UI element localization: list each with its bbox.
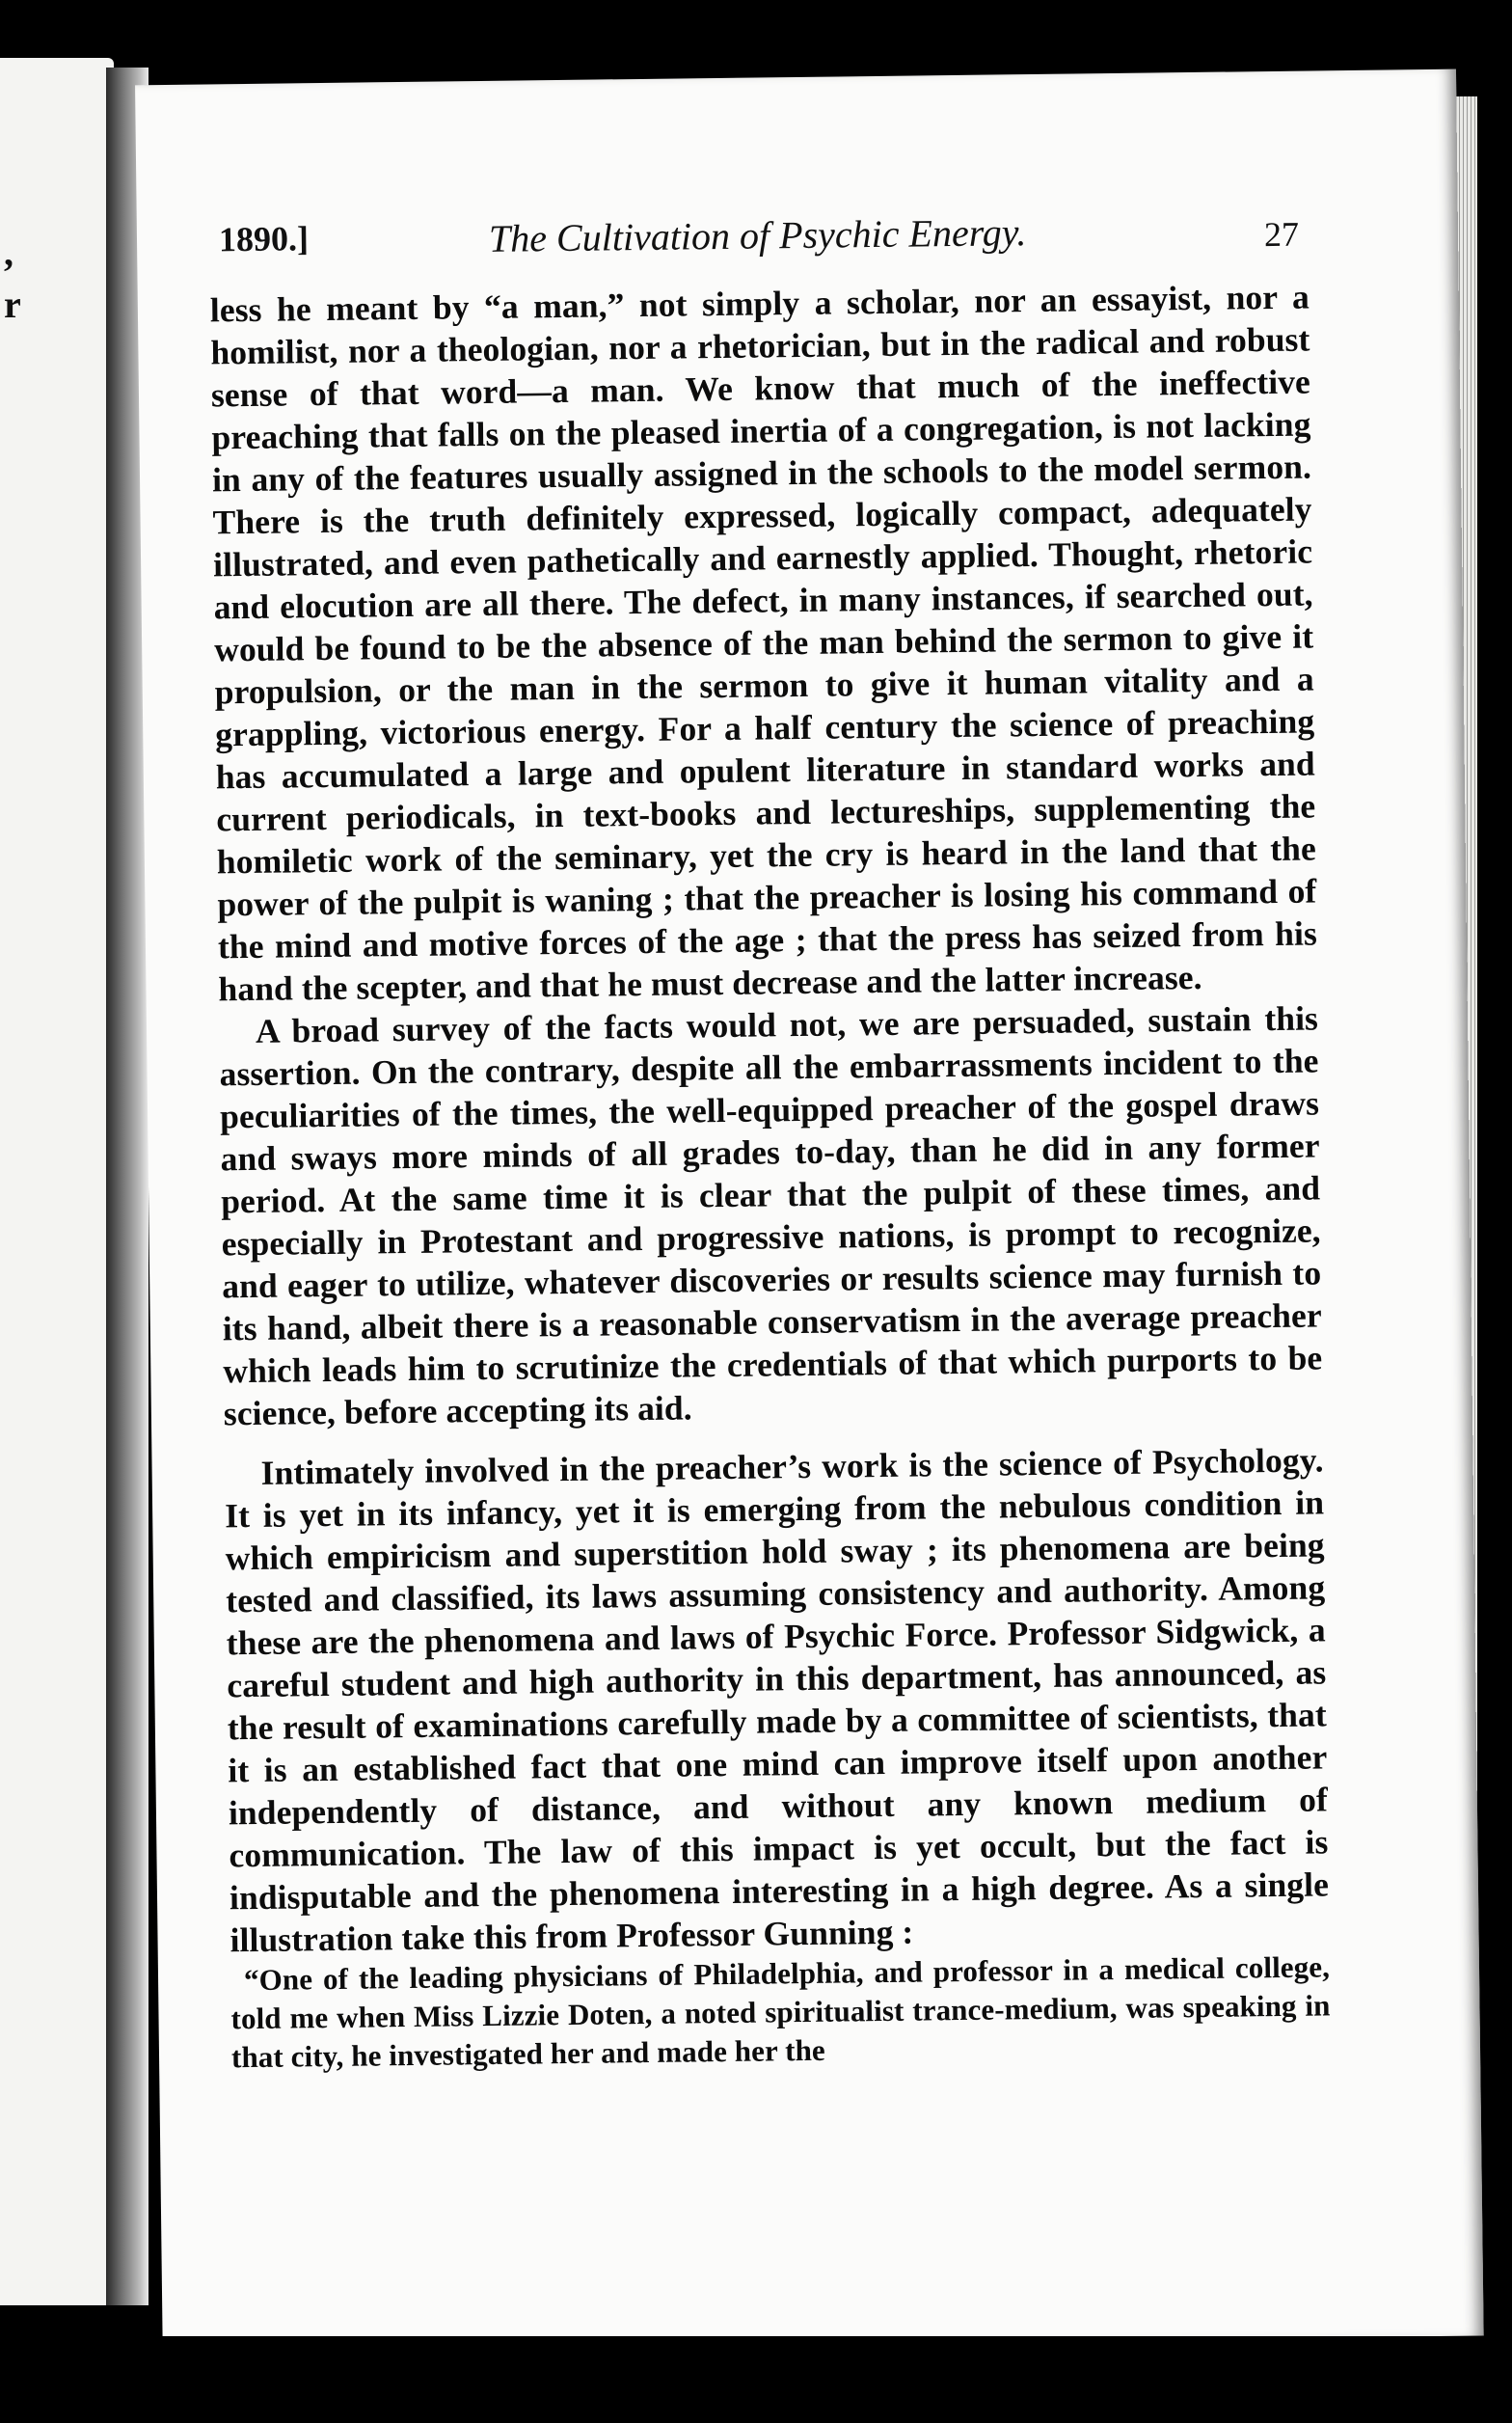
facing-page-fragment: r [4, 283, 21, 326]
paragraph: less he meant by “a man,” not simply a scholar, nor an essayist, nor a homilist, nor a theologian, nor a rhetorician, but in the radical and robust sense of that word—a man. We know that much of the ineffective preaching that falls on the pleased inertia of a congregation, is not lacking in any of the features usually assigned in the schools to the model sermon. There is the truth definitely expressed, logically compact, adequately illustrated, and even pathetically and earnestly applied. Thought, rhetoric and elocution are all there. The defect, in many instances, if searched out, would be found to be the absence of the man behind the sermon to give it propulsion, or the man in the sermon to give it human vitality and a grappling, victorious energy. For a half century the science of preaching has accumulated a large and opulent literature in standard works and current periodicals, in text-books and lectureships, supplementing the homiletic work of the seminary, yet the cry is heard in the land that the power of the pulpit is waning ; that the preacher is losing his command of the mind and motive forces of the age ; that the press has seized from his hand the scepter, and that he must decrease and the latter increase. [209, 277, 1318, 1009]
header-year: 1890.] [218, 219, 310, 259]
block-quote: “One of the leading physicians of Philadelphia, and professor in a medical college, told me when Miss Lizzie Doten, a noted spiritualist trance-medium, was speaking in that city, he investigated her and made her the [230, 1949, 1331, 2075]
page-number: 27 [1263, 214, 1300, 255]
header-title: The Cultivation of Psychic Energy. [488, 210, 1027, 260]
paragraph: Intimately involved in the preacher’s work is the science of Psychology. It is yet in its infancy, yet it is emerging from the nebulous condition in which empiricism and superstition hold sway ; its phenomena are being tested and classified, its laws assuming consistency and authority. Among these are the phenomena and laws of Psychic Force. Professor Sidgwick, a careful student and high authority in this department, has announced, as the result of examinations carefully made by a committee of scientists, that it is an established fact that one mind can improve itself upon another independently of distance, and without any known medium of communication. The law of this impact is yet occult, but the fact is indisputable and the phenomena interesting in a high degree. As a single illustration take this from Professor Gunning : [224, 1440, 1330, 1960]
running-header [219, 206, 1300, 278]
facing-page-edge [0, 58, 114, 2305]
article-body [210, 276, 1332, 2078]
facing-page-fragment: , [4, 231, 14, 274]
scan-bottom-border [0, 2336, 1512, 2423]
paragraph: A broad survey of the facts would not, we are persuaded, sustain this assertion. On the contrary, despite all the embarrassments incident to the peculiarities of the times, the well-equipped preacher of the gospel draws and sways more minds of all grades to-day, than he did in any former period. At the same time it is clear that the pulpit of these times, and especially in Protestant and progressive nations, is prompt to recognize, and eager to utilize, whatever discoveries or results science may furnish to its hand, albeit there is a reasonable conservatism in the average preacher which leads him to scrutinize the credentials of that which purports to be science, before accepting its aid. [219, 998, 1323, 1433]
book-page [135, 69, 1484, 2353]
